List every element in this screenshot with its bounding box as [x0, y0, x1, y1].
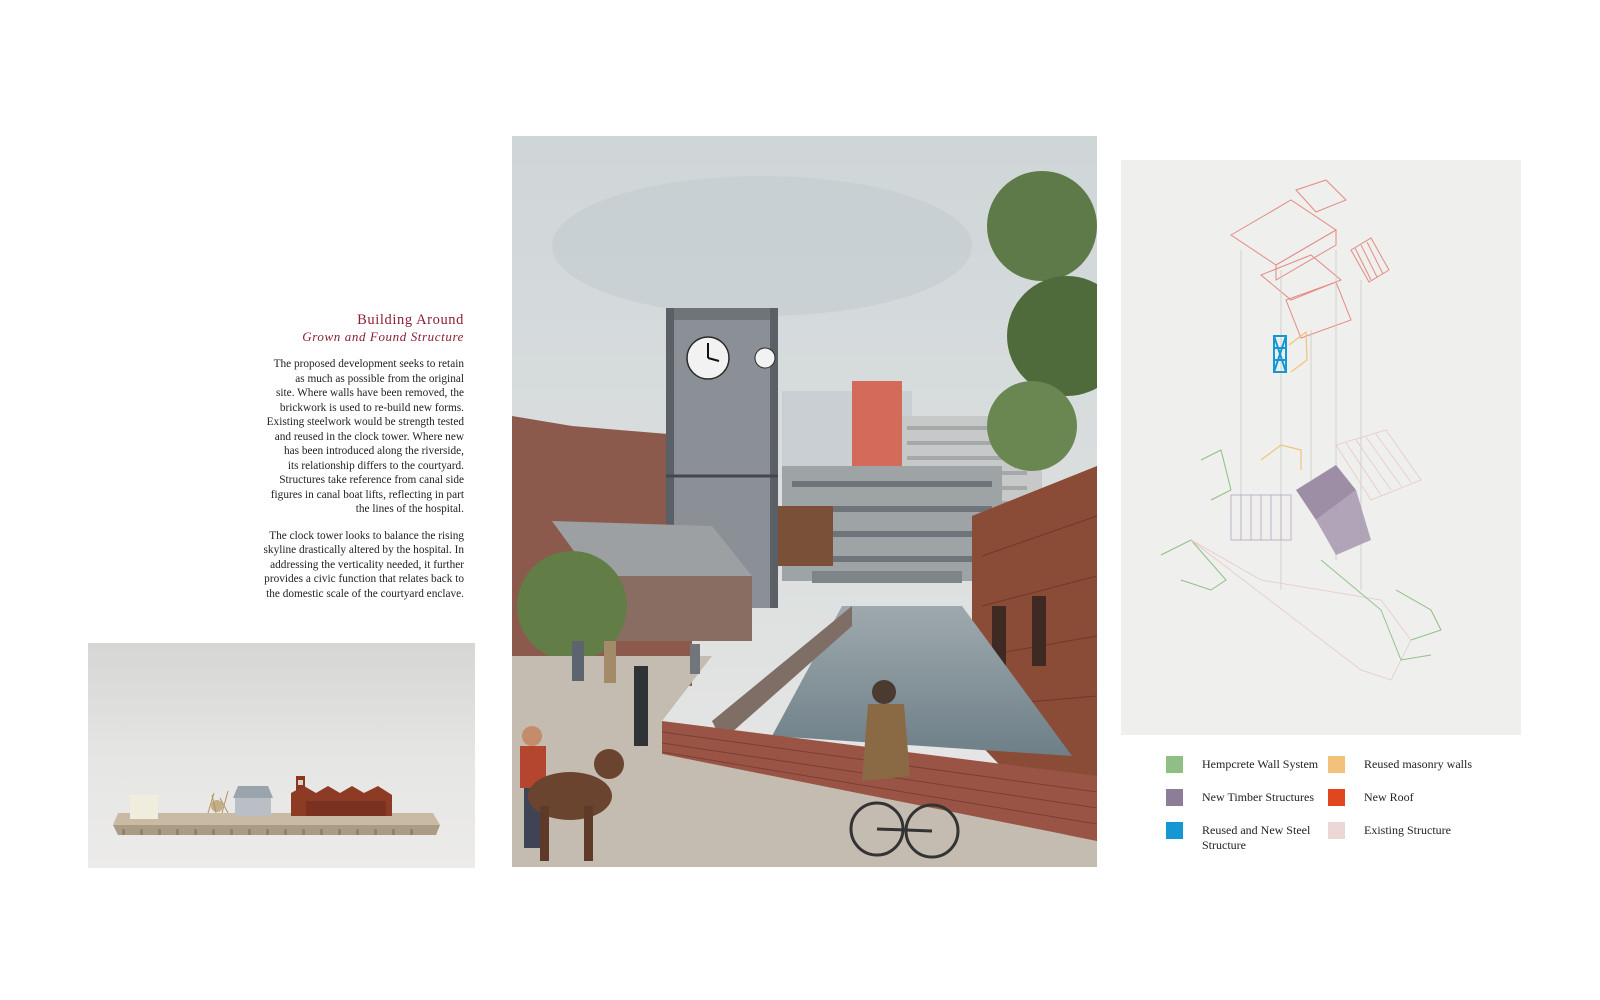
legend-swatch-new-timber: [1166, 789, 1183, 806]
axonometric-illustration: [1121, 160, 1521, 735]
legend-label: Reused masonry walls: [1364, 757, 1472, 771]
paragraph-line: The clock tower looks to balance the rising: [269, 529, 464, 542]
legend-swatch-existing: [1328, 822, 1345, 839]
perspective-illustration: [512, 136, 1097, 867]
paragraph-line: addressing the verticality needed, it further: [270, 558, 464, 571]
legend-swatch-hempcrete: [1166, 756, 1183, 773]
material-legend: [1166, 756, 1526, 866]
legend-item: [1166, 789, 1314, 806]
legend-swatch-steel: [1166, 822, 1183, 839]
paragraph-line: site. Where walls have been removed, the: [276, 387, 464, 399]
legend-label: Reused and New Steel Structure: [1202, 823, 1311, 852]
paragraph-line: its relationship differs to the courtyard.: [287, 459, 464, 472]
paragraph-line: provides a civic function that relates back to: [264, 573, 464, 585]
description-paragraph-1: [240, 357, 464, 517]
exploded-axonometric-diagram: [1121, 160, 1521, 735]
paragraph-line: Structures take reference from canal side: [279, 474, 464, 486]
legend-item: [1166, 756, 1318, 773]
model-illustration: [88, 643, 475, 868]
legend-label: New Timber Structures: [1202, 790, 1314, 804]
legend-swatch-reused-masonry: [1328, 756, 1345, 773]
legend-item: [1328, 822, 1451, 839]
paragraph-line: skyline drastically altered by the hospital. In: [263, 544, 464, 556]
paragraph-line: the domestic scale of the courtyard enclave.: [266, 587, 464, 600]
section-title: Building Around: [357, 312, 464, 328]
paragraph-line: brickwork is used to re-build new forms.: [279, 401, 464, 414]
legend-item: [1328, 789, 1414, 806]
legend-item: [1166, 822, 1326, 853]
legend-label: Hempcrete Wall System: [1202, 757, 1319, 771]
legend-label: New Roof: [1364, 790, 1414, 804]
legend-swatch-new-roof: [1328, 789, 1345, 806]
architectural-model-photo: [88, 643, 475, 868]
paragraph-line: has been introduced along the riverside,: [283, 445, 464, 457]
description-text-block: [240, 312, 464, 613]
paragraph-line: as much as possible from the original: [295, 372, 464, 385]
legend-item: [1328, 756, 1472, 773]
paragraph-line: the lines of the hospital.: [355, 503, 464, 515]
section-subtitle: Grown and Found Structure: [302, 329, 464, 344]
canal-clock-tower-render: [512, 136, 1097, 867]
paragraph-line: figures in canal boat lifts, reflecting in part: [270, 488, 464, 501]
legend-label: Existing Structure: [1364, 823, 1451, 837]
paragraph-line: and reused in the clock tower. Where new: [274, 430, 464, 443]
paragraph-line: Existing steelwork would be strength tested: [266, 416, 464, 428]
paragraph-line: The proposed development seeks to retain: [273, 358, 464, 370]
description-paragraph-2: [240, 529, 464, 602]
